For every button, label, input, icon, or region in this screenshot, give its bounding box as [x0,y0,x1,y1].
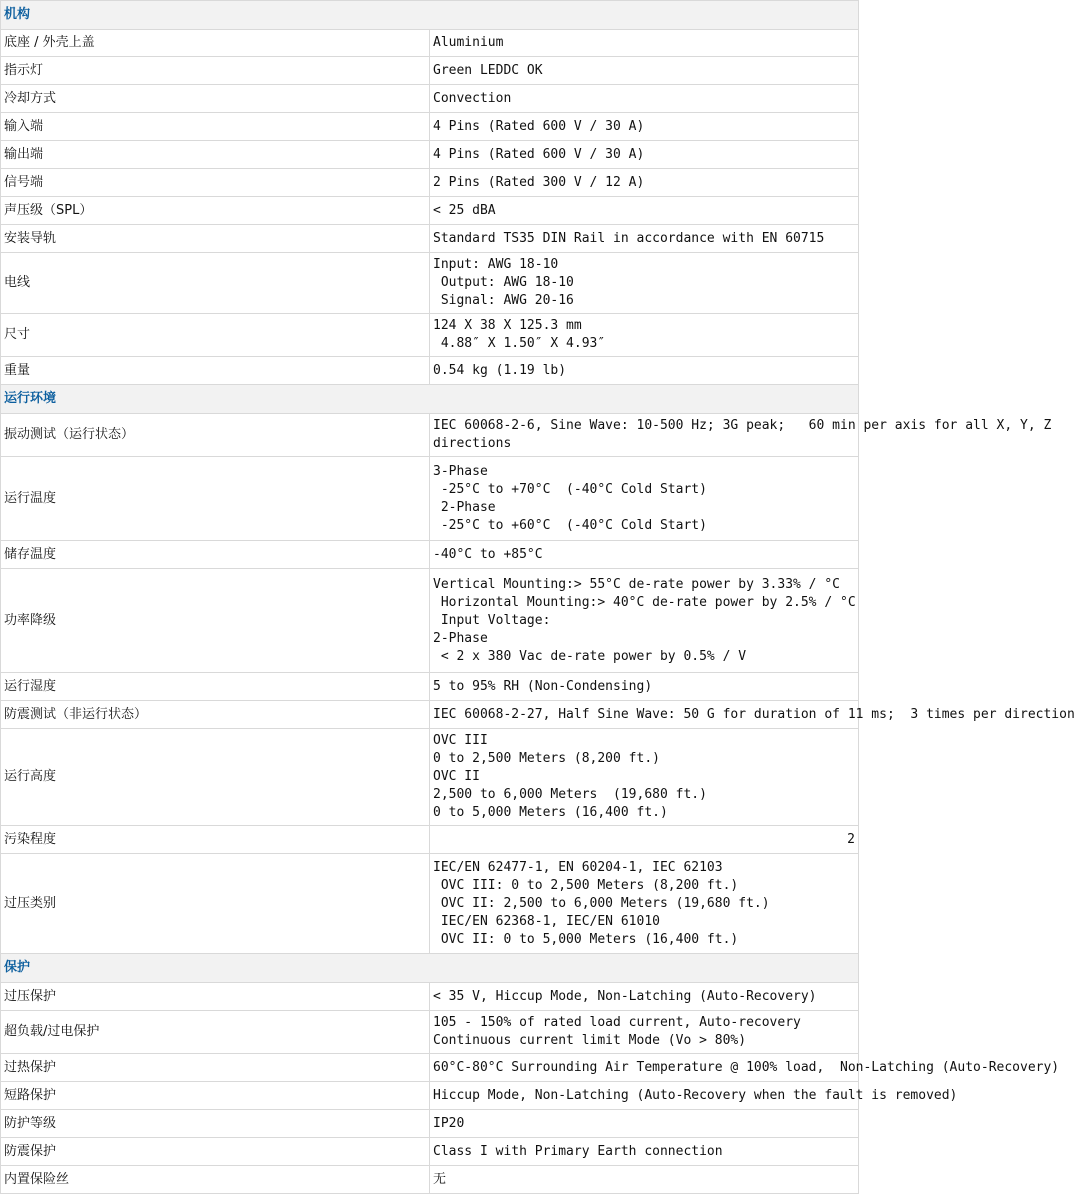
spec-label: 运行湿度 [1,673,430,701]
spec-value: 2 Pins (Rated 300 V / 12 A) [430,169,859,197]
spec-row [1,1166,859,1194]
spec-value: Hiccup Mode, Non-Latching (Auto-Recovery when the fault is removed) [430,1082,859,1110]
spec-value: Standard TS35 DIN Rail in accordance with EN 60715 [430,225,859,253]
section-header [1,385,859,414]
spec-label: 底座 / 外壳上盖 [1,30,430,57]
section-header [1,1,859,30]
spec-row [1,141,859,169]
spec-row [1,30,859,57]
spec-label: 电线 [1,253,430,314]
spec-value: 2 [430,826,859,854]
spec-value: Convection [430,85,859,113]
spec-label: 防护等级 [1,1110,430,1138]
spec-label: 短路保护 [1,1082,430,1110]
spec-row [1,357,859,385]
section-title: 保护 [1,954,859,983]
spec-row [1,983,859,1011]
spec-label: 振动测试（运行状态） [1,414,430,457]
spec-row [1,854,859,954]
spec-row [1,569,859,673]
spec-value: 无 [430,1166,859,1194]
spec-value: Vertical Mounting:> 55°C de-rate power by 3.33% / °C Horizontal Mounting:> 40°C de-rate power by 2.5% / °C Input Voltage: 2-Phase < 2 x 380 Vac de-rate power by 0.5% / V [430,569,859,673]
spec-label: 重量 [1,357,430,385]
spec-label: 信号端 [1,169,430,197]
spec-row [1,85,859,113]
spec-table-body [1,1,1075,1194]
spec-label: 运行温度 [1,457,430,541]
spec-row [1,729,859,826]
spec-label: 声压级（SPL） [1,197,430,225]
spec-row [1,1138,859,1166]
spec-value: IEC 60068-2-27, Half Sine Wave: 50 G for duration of 11 ms; 3 times per direction [430,701,859,729]
section-title: 运行环境 [1,385,859,414]
spec-label: 过压类别 [1,854,430,954]
spec-label: 污染程度 [1,826,430,854]
spec-row [1,1011,859,1054]
spec-label: 内置保险丝 [1,1166,430,1194]
spec-value: 4 Pins (Rated 600 V / 30 A) [430,141,859,169]
spec-label: 尺寸 [1,314,430,357]
spec-label: 防震保护 [1,1138,430,1166]
spec-label: 防震测试（非运行状态） [1,701,430,729]
spec-value: IEC/EN 62477-1, EN 60204-1, IEC 62103 OVC III: 0 to 2,500 Meters (8,200 ft.) OVC II: 2,500 to 6,000 Meters (19,680 ft.) IEC/EN 62368-1, IEC/EN 61010 OVC II: 0 to 5,000 Meters (16,400 ft.) [430,854,859,954]
spec-value: < 25 dBA [430,197,859,225]
spec-label: 运行高度 [1,729,430,826]
spec-row [1,701,859,729]
spec-label: 储存温度 [1,541,430,569]
spec-value: Green LEDDC OK [430,57,859,85]
section-title: 机构 [1,1,859,30]
spec-row [1,169,859,197]
spec-label: 输入端 [1,113,430,141]
spec-value: Class I with Primary Earth connection [430,1138,859,1166]
spec-row [1,673,859,701]
spec-row [1,197,859,225]
spec-value: 60°C-80°C Surrounding Air Temperature @ 100% load, Non-Latching (Auto-Recovery) [430,1054,859,1082]
spec-label: 冷却方式 [1,85,430,113]
spec-row [1,414,859,457]
spec-label: 指示灯 [1,57,430,85]
spec-value: 3-Phase -25°C to +70°C (-40°C Cold Start) 2-Phase -25°C to +60°C (-40°C Cold Start) [430,457,859,541]
spec-row [1,253,859,314]
spec-label: 过压保护 [1,983,430,1011]
spec-value: IP20 [430,1110,859,1138]
spec-value: OVC III 0 to 2,500 Meters (8,200 ft.) OVC II 2,500 to 6,000 Meters (19,680 ft.) 0 to 5,000 Meters (16,400 ft.) [430,729,859,826]
spec-row [1,826,859,854]
spec-value: IEC 60068-2-6, Sine Wave: 10-500 Hz; 3G peak; 60 min per axis for all X, Y, Z directions [430,414,859,457]
spec-row [1,1082,859,1110]
spec-value: 124 X 38 X 125.3 mm 4.88″ X 1.50″ X 4.93″ [430,314,859,357]
spec-value: < 35 V, Hiccup Mode, Non-Latching (Auto-Recovery) [430,983,859,1011]
spec-row [1,457,859,541]
spec-value: 5 to 95% RH (Non-Condensing) [430,673,859,701]
spec-row [1,57,859,85]
spec-row [1,113,859,141]
spec-row [1,541,859,569]
spec-value: Input: AWG 18-10 Output: AWG 18-10 Signal: AWG 20-16 [430,253,859,314]
spec-row [1,225,859,253]
spec-value: 4 Pins (Rated 600 V / 30 A) [430,113,859,141]
spec-value: Aluminium [430,30,859,57]
spec-label: 输出端 [1,141,430,169]
section-header [1,954,859,983]
spec-row [1,314,859,357]
spec-label: 过热保护 [1,1054,430,1082]
spec-row [1,1110,859,1138]
spec-value: -40°C to +85°C [430,541,859,569]
spec-label: 功率降级 [1,569,430,673]
spec-label: 安装导轨 [1,225,430,253]
spec-label: 超负载/过电保护 [1,1011,430,1054]
spec-value: 105 - 150% of rated load current, Auto-recovery Continuous current limit Mode (Vo > 80%) [430,1011,859,1054]
spec-value: 0.54 kg (1.19 lb) [430,357,859,385]
spec-row [1,1054,859,1082]
